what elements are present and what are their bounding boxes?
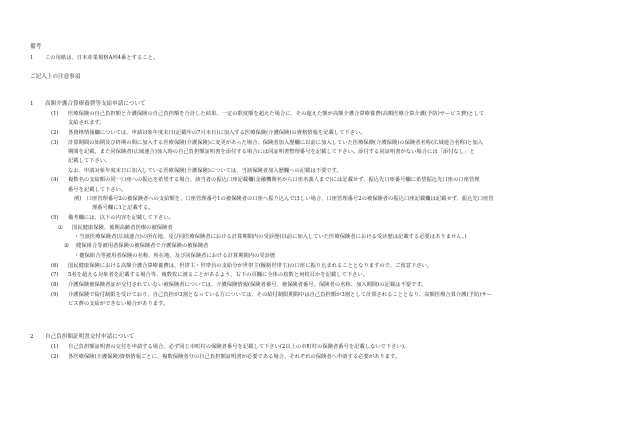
remarks-title: 備考 <box>30 44 42 50</box>
item-line: 各医療保険(介護保険)資格情報ごとに、複数保険者分の自己負担額証明書が必要である場合、それぞれの保険者へ申請する必要があります。 <box>68 354 401 360</box>
item-line: 各資格情報欄については、申請対象年度末日(記載年の7月末日)に加入する医療保険(介護保険)の資格情報を記載して下さい。 <box>68 130 366 136</box>
section1-number: 1 <box>30 101 34 107</box>
item-number: (4) <box>51 177 59 183</box>
sub-item-title: 健保組合等被用者保険の被保険者で介護保険の被保険者 <box>76 243 209 249</box>
section1-title: 高額介護合算療養費等支給申請について <box>45 101 146 107</box>
item-line: 国民健康保険における高額介護合算療養費は、世帯主・世帯員の支給分が世帯主(擬制世帯主)の口座に振り込まれることとなりますので、ご留意下さい。 <box>68 263 433 269</box>
item-line: 番号を記載して下さい。 <box>68 187 127 193</box>
item-line: 5名を超える対象者を記載する場合等、複数枚に渡ることがあるよう、右下の頁欄に全体の枚数と何枚目かを記載して下さい。 <box>68 272 368 278</box>
item-line: 介護保険で給付制限を受けており、自己負担が3割となっている方については、その給付制限期間中は自己負担額が3割として計算されることとなり、高額医療合算介護(予防)サー <box>68 292 492 298</box>
item-line: 記載して下さい。 <box>68 158 111 164</box>
item-line: なお、申請対象年度末日に加入している医療保険(介護保険)については、当該保険者加入歴欄への記載は不要です。 <box>68 168 342 174</box>
item-number: (2) <box>51 354 59 360</box>
section2-title: 自己負担額証明書交付申請について <box>45 334 135 340</box>
section2-number: 2 <box>30 334 34 340</box>
item-number: (7) <box>51 272 59 278</box>
item-number: (3) <box>51 140 59 146</box>
sub-item-number: ① <box>58 225 63 231</box>
sub-item-line: ・健保組合等被用者保険の名称、所在地、及び同保険者における計算期間内の受診歴 <box>74 253 276 259</box>
item-line: 医療保険の自己負担額と介護保険の自己負担額を合計した結果、一定の限度額を超えた場合に、その超えた額が高額介護合算療養費(高額医療合算介護(予防)サービス費)として <box>68 111 485 117</box>
sub-item-title: 国民健康保険、後期高齢者医療の被保険者 <box>72 225 173 231</box>
item-number: (8) <box>51 282 59 288</box>
item-number: (2) <box>51 130 59 136</box>
remarks-item-text: この用紙は、日本産業規格A列4番とすること。 <box>45 55 159 61</box>
item-number: (1) <box>51 344 59 350</box>
item-number: (9) <box>51 292 59 298</box>
item-line: 期間を記載、また同保険者(広域連合)加入時の自己負担額証明書を添付する場合には同証明書整理番号を記載して下さい。添付する同証明書がない場合には「添付なし」と <box>68 149 475 155</box>
notes-title: ご記入上の注意事項 <box>30 74 81 80</box>
item-line: 複数名の支給額の同一口座への振込を希望する場合、該当者の振込口座記載欄(金融機関名から口座名義人まで)には記載せず、振込先口座番号欄に希望振込先口座の口座管理 <box>68 177 480 183</box>
item-line: 自己負担額証明書の交付を申請する場合、必ず同じ市町村の保険者番号を記載して下さい(2以上の市町村の保険者番号を記載しないで下さい)。 <box>68 344 410 350</box>
item-line: 支給されます。 <box>68 120 105 126</box>
item-line: 介護保険被保険者証が交付されていない被保険者については、介護保険情報(保険者番号、被保険者番号、保険者の名称、加入期間)の記載は不要です。 <box>68 282 427 288</box>
sub-item-line: ・当該医療保険者(広域連合)の所在地、及び同医療保険者における計算期間内の受診歴(以前に加入していた医療保険者における受診歴は記載する必要はありません。) <box>74 234 467 240</box>
item-line: ビス費の支給ができない場合があります。 <box>68 301 169 307</box>
item-line: 計算期間の始期及び終期の間に加入する医療保険(介護保険)に変更があった場合、保険者加入歴欄に以前に加入していた医療保険(介護保険)の保険者名称(広域連合名称)と加入 <box>68 140 483 146</box>
item-number: (5) <box>51 215 59 221</box>
item-number: (1) <box>51 111 59 117</box>
item-number: (6) <box>51 263 59 269</box>
example-line: 例) 口座管理番号2の被保険者への支給額を、口座管理番号1の被保険者の口座へ振り込んでほしい場合、口座管理番号2の被保険者の振込口座記載欄は記載せず、振込先口座管 <box>74 196 494 202</box>
remarks-item-number: 1 <box>30 55 34 61</box>
item-line: 備考欄には、以下の内容を記載して下さい。 <box>68 215 174 221</box>
sub-item-number: ② <box>64 243 69 249</box>
example-line: 理番号欄に1と記載する。 <box>92 205 154 211</box>
